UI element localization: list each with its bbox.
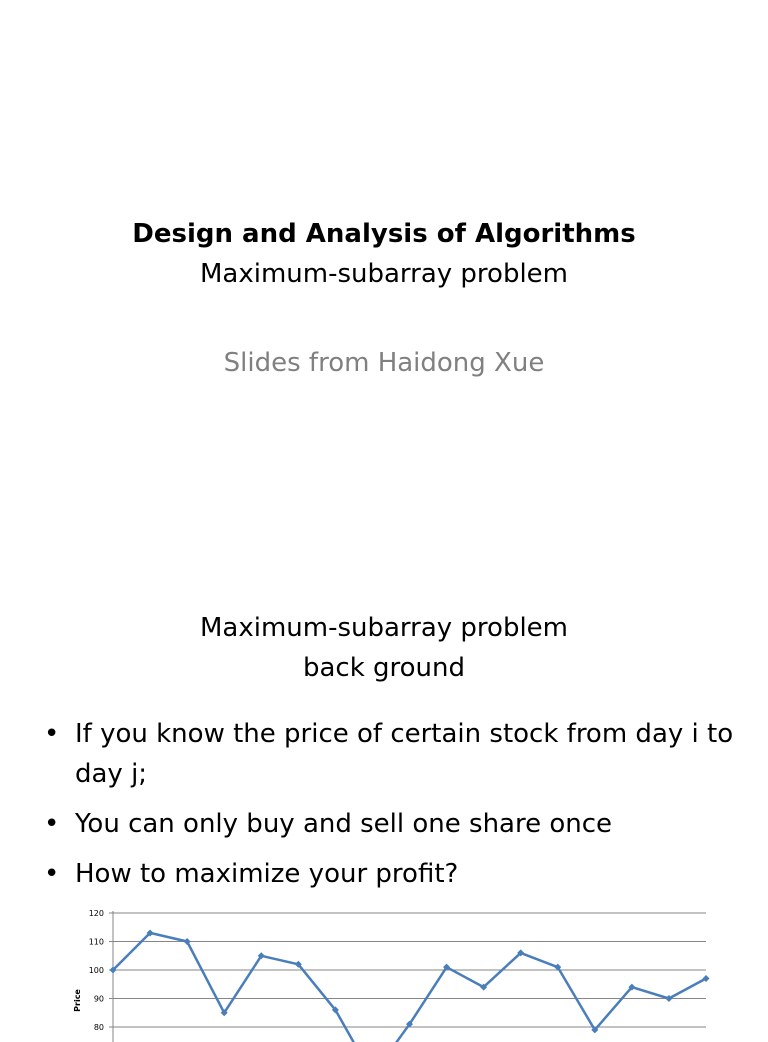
- y-tick-label: 110: [88, 937, 104, 947]
- bullet-list: [40, 714, 740, 904]
- slide-credit: Slides from Haidong Xue: [223, 348, 545, 378]
- background-slide: [0, 576, 768, 1032]
- price-line-chart: [0, 902, 768, 1042]
- slide-title: Design and Analysis of Algorithms: [132, 219, 636, 249]
- slide-title: [0, 608, 768, 688]
- y-tick-label: 100: [88, 966, 104, 975]
- slide-subtitle: Maximum-subarray problem: [199, 259, 569, 289]
- y-tick-label: 80: [93, 1023, 104, 1032]
- bullet-item: • How to maximize your profit?: [40, 854, 740, 894]
- y-tick-label: 120: [88, 909, 104, 918]
- y-axis-label: Price: [73, 989, 82, 1012]
- y-tick-label: 90: [93, 994, 104, 1004]
- bullet-item: • You can only buy and sell one share once: [40, 804, 740, 844]
- bullet-item: • If you know the price of certain stock from day i to day j;: [40, 714, 740, 794]
- slide-title-line-1: Maximum-subarray problem: [199, 613, 569, 643]
- slide-title-line-2: back ground: [302, 653, 466, 683]
